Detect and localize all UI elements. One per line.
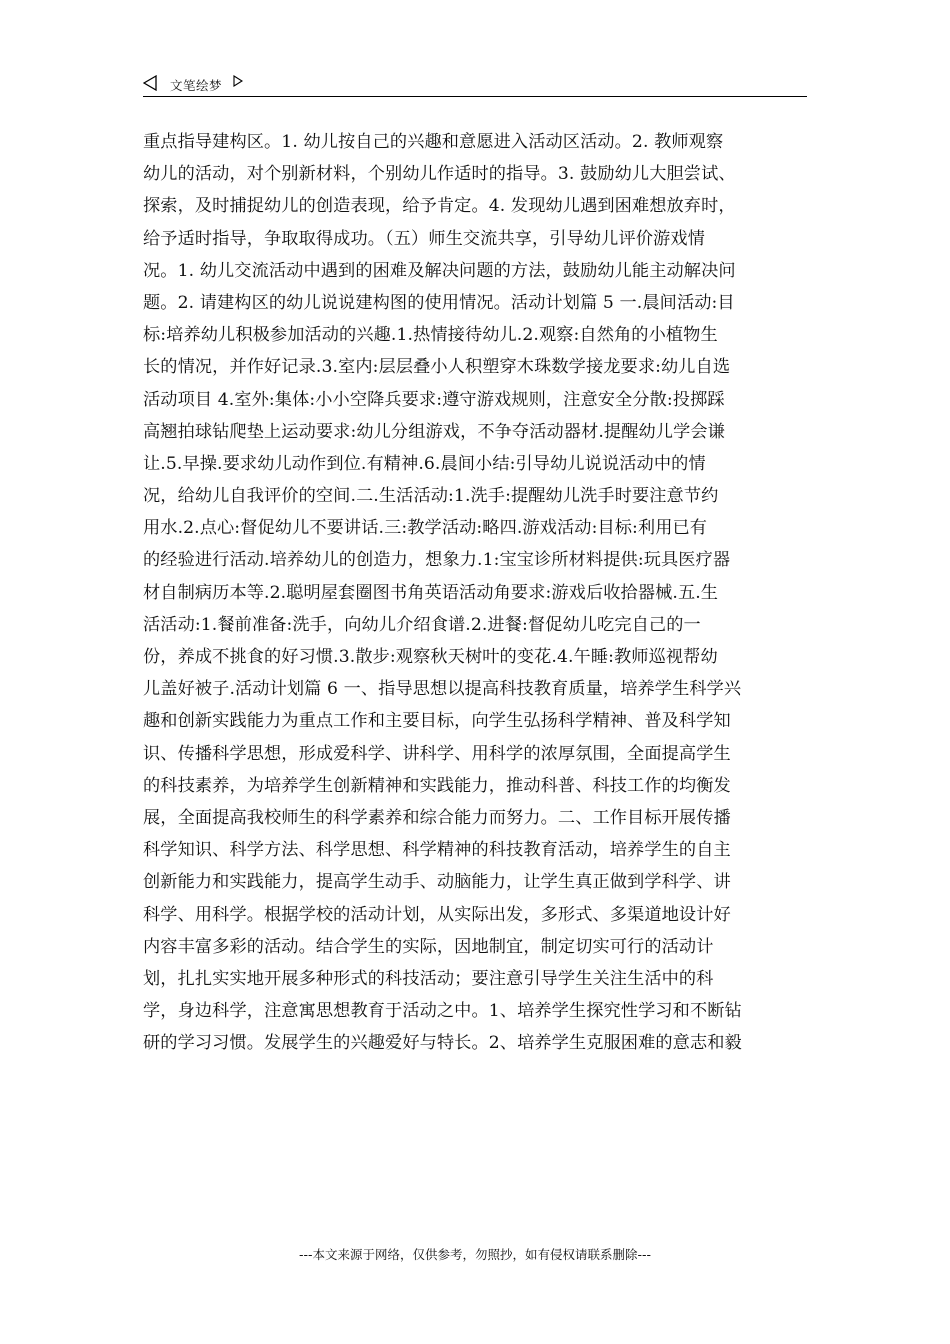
text-line: 给予适时指导，争取取得成功。（五）师生交流共享，引导幼儿评价游戏情 — [143, 228, 705, 249]
text-line: 幼儿的活动，对个别新材料，个别幼儿作适时的指导。3. 鼓励幼儿大胆尝试、 — [143, 164, 736, 185]
text-line: 内容丰富多彩的活动。结合学生的实际，因地制宜，制定切实可行的活动计 — [143, 936, 714, 957]
text-line: 研的学习习惯。发展学生的兴趣爱好与特长。2、培养学生克服困难的意志和毅 — [143, 1033, 742, 1054]
text-line: 让.5.早操.要求幼儿动作到位.有精神.6.晨间小结:引导幼儿说说活动中的情 — [143, 453, 706, 474]
document-body — [143, 126, 807, 1059]
text-line: 份，养成不挑食的好习惯.3.散步:观察秋天树叶的变花.4.午睡:教师巡视帮幼 — [143, 647, 718, 667]
triangle-right-icon — [233, 75, 243, 87]
text-line: 活活动:1.餐前准备:洗手，向幼儿介绍食谱.2.进餐:督促幼儿吃完自己的一 — [143, 614, 701, 635]
text-line: 展，全面提高我校师生的科学素养和综合能力而努力。二、工作目标开展传播 — [143, 807, 731, 828]
text-line: 题。2. 请建构区的幼儿说说建构图的使用情况。活动计划篇 5 一.晨间活动:目 — [143, 292, 735, 313]
text-line: 标:培养幼儿积极参加活动的兴趣.1.热情接待幼儿.2.观察:自然角的小植物生 — [143, 325, 718, 346]
text-line: 科学、用科学。根据学校的活动计划，从实际出发，多形式、多渠道地设计好 — [143, 904, 731, 925]
text-line: 况。1. 幼儿交流活动中遇到的困难及解决问题的方法，鼓励幼儿能主动解决问 — [143, 260, 736, 281]
text-line: 科学知识、科学方法、科学思想、科学精神的科技教育活动，培养学生的自主 — [143, 840, 731, 861]
text-line: 活动项目 4.室外:集体:小小空降兵要求:遵守游戏规则，注意安全分散:投掷踩 — [143, 389, 725, 410]
text-line: 况，给幼儿自我评价的空间.二.生活活动:1.洗手:提醒幼儿洗手时要注意节约 — [143, 486, 719, 507]
text-line: 高翘拍球钻爬垫上运动要求:幼儿分组游戏，不争夺活动器材.提醒幼儿学会谦 — [143, 421, 725, 442]
text-line: 材自制病历本等.2.聪明屋套圈图书角英语活动角要求:游戏后收拾器械.五.生 — [143, 582, 719, 603]
text-line: 的科技素养，为培养学生创新精神和实践能力，推动科普、科技工作的均衡发 — [143, 775, 731, 796]
text-line: 学，身边科学，注意寓思想教育于活动之中。1、培养学生探究性学习和不断钻 — [143, 1001, 742, 1022]
brand-title: 文笔绘梦 — [170, 78, 223, 93]
text-line: 识、传播科学思想，形成爱科学、讲科学、用科学的浓厚氛围，全面提高学生 — [143, 743, 731, 764]
text-line: 的经验进行活动.培养幼儿的创造力，想象力.1:宝宝诊所材料提供:玩具医疗器 — [143, 550, 731, 571]
text-line: 长的情况，并作好记录.3.室内:层层叠小人积塑穿木珠数学接龙要求:幼儿自选 — [143, 357, 731, 378]
text-line: 儿盖好被子.活动计划篇 6 一、指导思想以提高科技教育质量，培养学生科学兴 — [143, 679, 742, 700]
text-line: 划，扎扎实实地开展多种形式的科技活动；要注意引导学生关注生活中的科 — [143, 968, 714, 989]
text-line: 趣和创新实践能力为重点工作和主要目标，向学生弘扬科学精神、普及科学知 — [143, 711, 731, 732]
text-line: 用水.2.点心:督促幼儿不要讲话.三:教学活动:略四.游戏活动:目标:利用已有 — [143, 518, 708, 539]
text-line: 创新能力和实践能力，提高学生动手、动脑能力，让学生真正做到学科学、讲 — [143, 872, 731, 893]
page-footer: ---本文来源于网络，仅供参考，勿照抄，如有侵权请联系删除--- — [298, 1247, 652, 1262]
triangle-left-icon — [143, 75, 157, 91]
header-divider — [143, 96, 807, 97]
page-header — [143, 72, 807, 98]
text-line: 探索，及时捕捉幼儿的创造表现，给予肯定。4. 发现幼儿遇到困难想放弃时， — [143, 196, 736, 217]
text-line: 重点指导建构区。1. 幼儿按自己的兴趣和意愿进入活动区活动。2. 教师观察 — [143, 132, 724, 152]
